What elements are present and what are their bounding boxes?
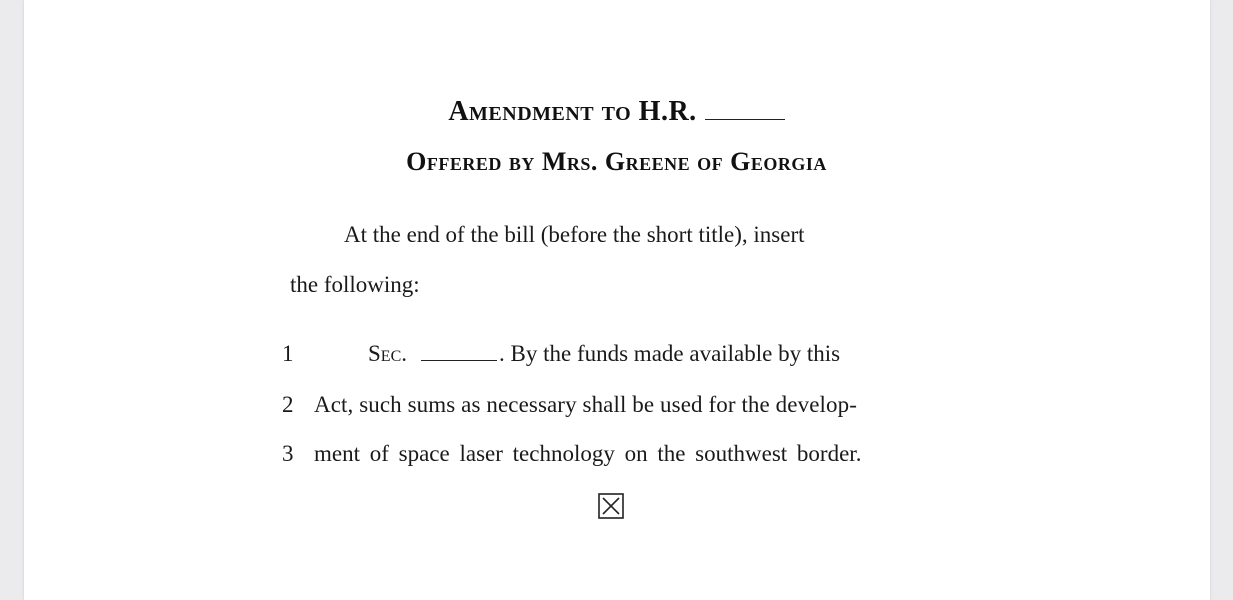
amendment-title-text: Amendment to H.R. (448, 96, 697, 127)
bill-number-blank (705, 119, 785, 120)
bill-line-1-text: . By the funds made available by this (499, 341, 841, 366)
section-label: Sec. (368, 341, 407, 366)
line-number-3: 3 (282, 441, 294, 466)
line-number-2: 2 (282, 392, 294, 417)
section-number-blank (421, 360, 497, 361)
bill-line-3: ment of space laser technology on the southwest border. (314, 441, 862, 466)
bill-line-1 (368, 341, 840, 367)
intro-line-2: the following: (290, 272, 420, 297)
bill-line-2: Act, such sums as necessary shall be used for the develop- (314, 392, 857, 417)
line-number-1: 1 (282, 341, 294, 366)
offered-by-line: Offered by Mrs. Greene of Georgia (406, 147, 827, 176)
boxed-x-icon (598, 493, 624, 519)
intro-line-1: At the end of the bill (before the short title), insert (344, 222, 805, 247)
amendment-title (0, 96, 1233, 128)
